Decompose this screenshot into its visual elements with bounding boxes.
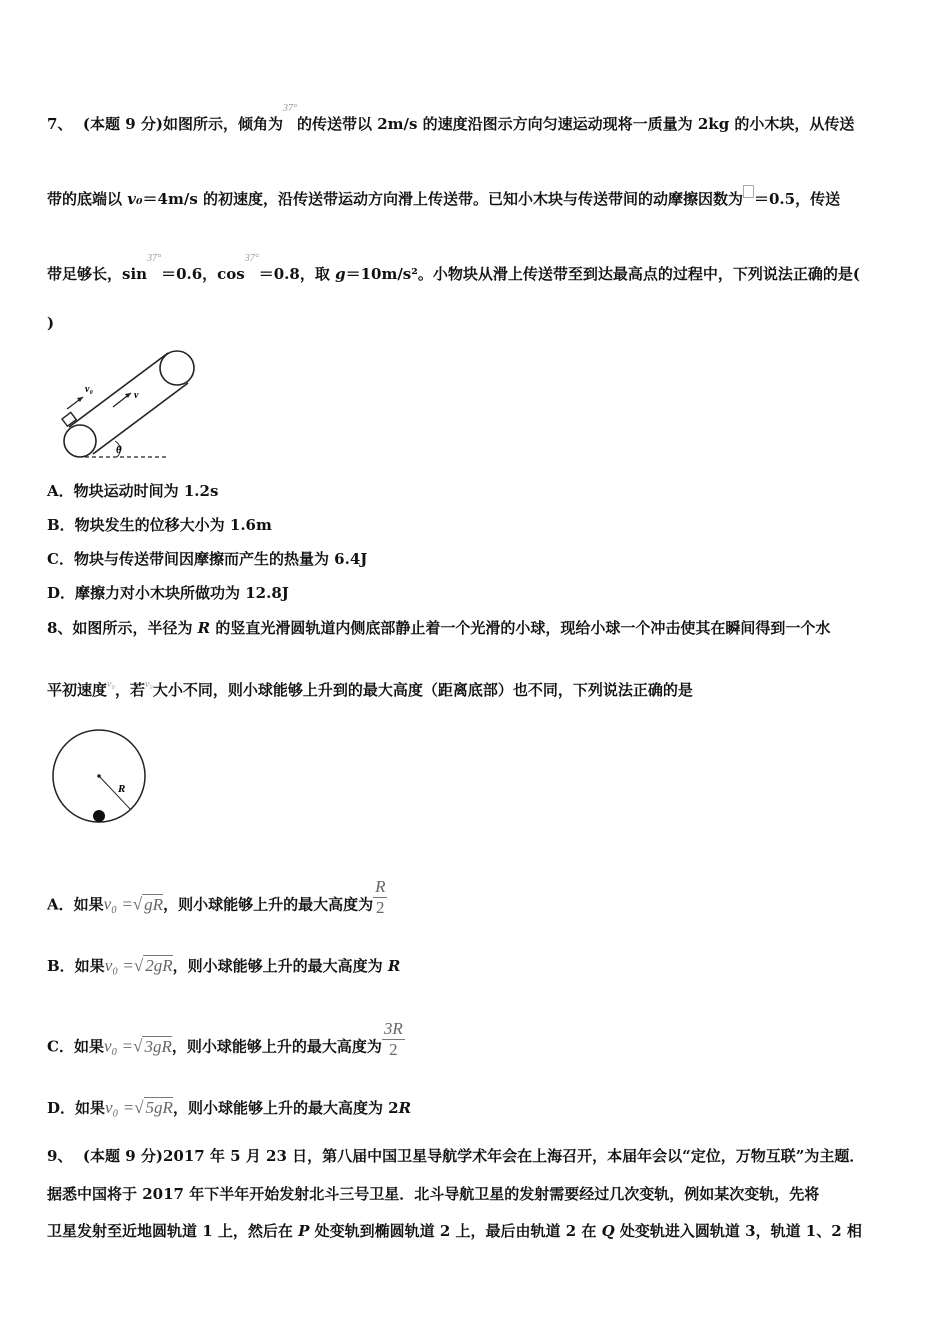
fraction: $\frac{3R}{2}$	[383, 1019, 403, 1059]
belt-upper	[69, 353, 168, 427]
r-label: R	[118, 783, 126, 795]
q8-option-a: A．如果v₀ =√ gR，则小球能够上升的最大高度为 $\frac{R}{2}$	[47, 877, 386, 917]
v-label: v	[134, 390, 139, 401]
q7-line-2: 带的底端以 v₀＝4m/s 的初速度，沿传送带运动方向滑上传送带。已知小木块与传送带间的动摩擦因数为 ＝0.5，传送	[47, 189, 840, 209]
circular-track-figure	[48, 727, 152, 827]
q9-line-1: 9、 (本题 9 分)2017 年 5 月 23 日，第八届中国卫星导航学术年会在上海召开，本届年会以“定位，万物互联”为主题．	[47, 1147, 865, 1165]
ball	[93, 810, 105, 822]
q7-line-3: 带足够长，$\sin^{37^\circ}=0.6$，$\cos^{37^\circ}=0.8$，取 g＝10m/s²。小物块从滑上传送带至到达最高点的过程中，下列说法正确的是(	[47, 253, 860, 283]
q9-number: 9、	[47, 1147, 73, 1165]
q7-option-a: A．物块运动时间为 1.2s	[47, 482, 219, 500]
v0-label: v₀	[85, 384, 93, 395]
q7-option-b: B．物块发生的位移大小为 1.6m	[47, 516, 272, 534]
q8-option-c: C．如果v₀ =√ 3gR，则小球能够上升的最大高度为 $\frac{3R}{2}$	[47, 1019, 403, 1059]
q7-line-4: )	[47, 314, 55, 332]
q7-line-1: 7、 (本题 9 分)如图所示，倾角为$^{37^\circ}$的传送带以 2m/s 的速度沿图示方向匀速运动现将一质量为 2kg 的小木块，从传送	[47, 103, 855, 133]
belt-lower	[93, 383, 188, 454]
mu-placeholder-icon	[743, 185, 754, 198]
q8-option-d: D．如果v₀ =√ 5gR，则小球能够上升的最大高度为 2R	[47, 1098, 412, 1117]
q8-line-1: 8、如图所示，半径为 R 的竖直光滑圆轨道内侧底部静止着一个光滑的小球，现给小球一个冲击使其在瞬间得到一个水	[47, 619, 831, 637]
q7-number: 7、	[47, 115, 73, 133]
q8-option-b: B．如果v₀ =√ 2gR，则小球能够上升的最大高度为 R	[47, 956, 401, 975]
q9-line-3: 卫星发射至近地圆轨道 1 上，然后在 P 处变轨到椭圆轨道 2 上，最后由轨道 2 在 Q 处变轨进入圆轨道 3，轨道 1、2 相	[47, 1222, 862, 1240]
q9-line-2: 据悉中国将于 2017 年下半年开始发射北斗三号卫星．北斗导航卫星的发射需要经过几次变轨，例如某次变轨，先将	[47, 1185, 820, 1203]
q8-line-2: 平初速度$^{v_0}$，若$^{v_0}$大小不同，则小球能够上升到的最大高度（距离底部）也不同，下列说法正确的是	[47, 679, 693, 699]
fraction: $\frac{R}{2}$	[375, 877, 386, 917]
theta-label: θ	[116, 444, 122, 456]
bottom-pulley	[64, 425, 96, 457]
q7-option-d: D．摩擦力对小木块所做功为 12.8J	[47, 584, 289, 602]
conveyor-belt-figure	[55, 345, 200, 463]
angle-label: 37°	[282, 103, 297, 114]
radius-line	[99, 776, 131, 810]
q7-option-c: C．物块与传送带间因摩擦而产生的热量为 6.4J	[47, 550, 368, 568]
